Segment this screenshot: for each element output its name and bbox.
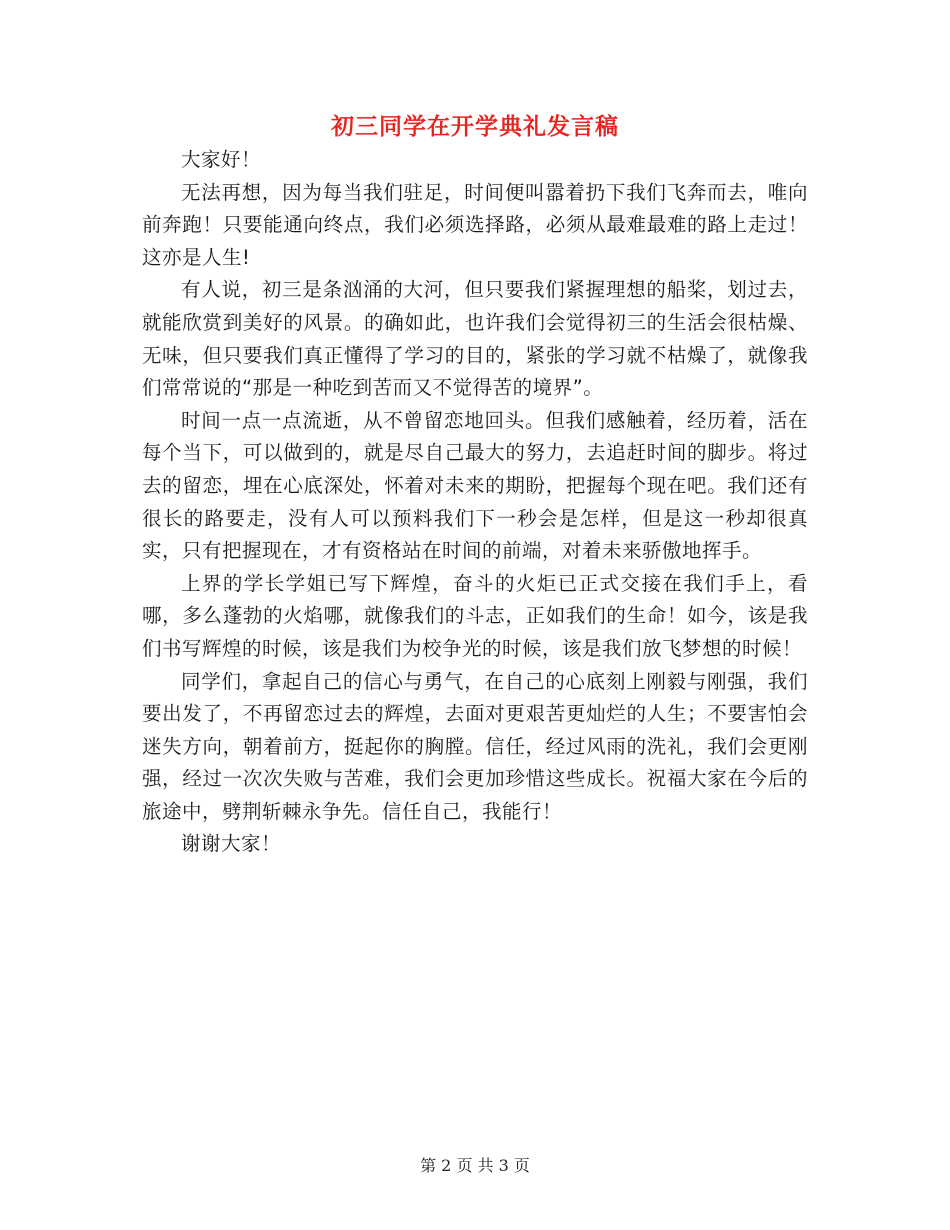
paragraph-4: 上界的学长学姐已写下辉煌，奋斗的火炬已正式交接在我们手上，看哪，多么蓬勃的火焰哪，就像我们的斗志，正如我们的生命！如今，该是我们书写辉煌的时候，该是我们为校争光的时候，该是我们放飞梦想的时候！ — [142, 571, 808, 660]
paragraph-2: 有人说，初三是条汹涌的大河，但只要我们紧握理想的船桨，划过去，就能欣赏到美好的风景。的确如此，也许我们会觉得初三的生活会很枯燥、无味，但只要我们真正懂得了学习的目的，紧张的学习就不枯燥了，就像我们常常说的“那是一种吃到苦而又不觉得苦的境界”。 — [142, 278, 808, 400]
paragraph-3: 时间一点一点流逝，从不曾留恋地回头。但我们感触着，经历着，活在每个当下，可以做到的，就是尽自己最大的努力，去追赶时间的脚步。将过去的留恋，埋在心底深处，怀着对未来的期盼，把握每个现在吧。我们还有很长的路要走，没有人可以预料我们下一秒会是怎样，但是这一秒却很真实，只有把握现在，才有资格站在时间的前端，对着未来骄傲地挥手。 — [142, 408, 808, 563]
paragraph-1: 无法再想，因为每当我们驻足，时间便叫嚣着扔下我们飞奔而去，唯向前奔跑！只要能通向终点，我们必须选择路，必须从最难最难的路上走过！这亦是人生! — [142, 180, 808, 269]
paragraph-closing: 谢谢大家！ — [181, 832, 282, 856]
paragraph-greeting: 大家好！ — [181, 148, 262, 171]
document-body — [142, 144, 808, 861]
paragraph-5: 同学们，拿起自己的信心与勇气，在自己的心底刻上刚毅与刚强，我们要出发了，不再留恋过去的辉煌，去面对更艰苦更灿烂的人生；不要害怕会迷失方向，朝着前方，挺起你的胸膛。信任，经过风雨的洗礼，我们会更刚强，经过一次次失败与苦难，我们会更加珍惜这些成长。祝福大家在今后的旅途中，劈荆斩棘永争先。信任自己，我能行！ — [142, 669, 808, 823]
page-footer: 第 2 页 共 3 页 — [420, 1156, 530, 1175]
document-title: 初三同学在开学典礼发言稿 — [331, 113, 619, 140]
